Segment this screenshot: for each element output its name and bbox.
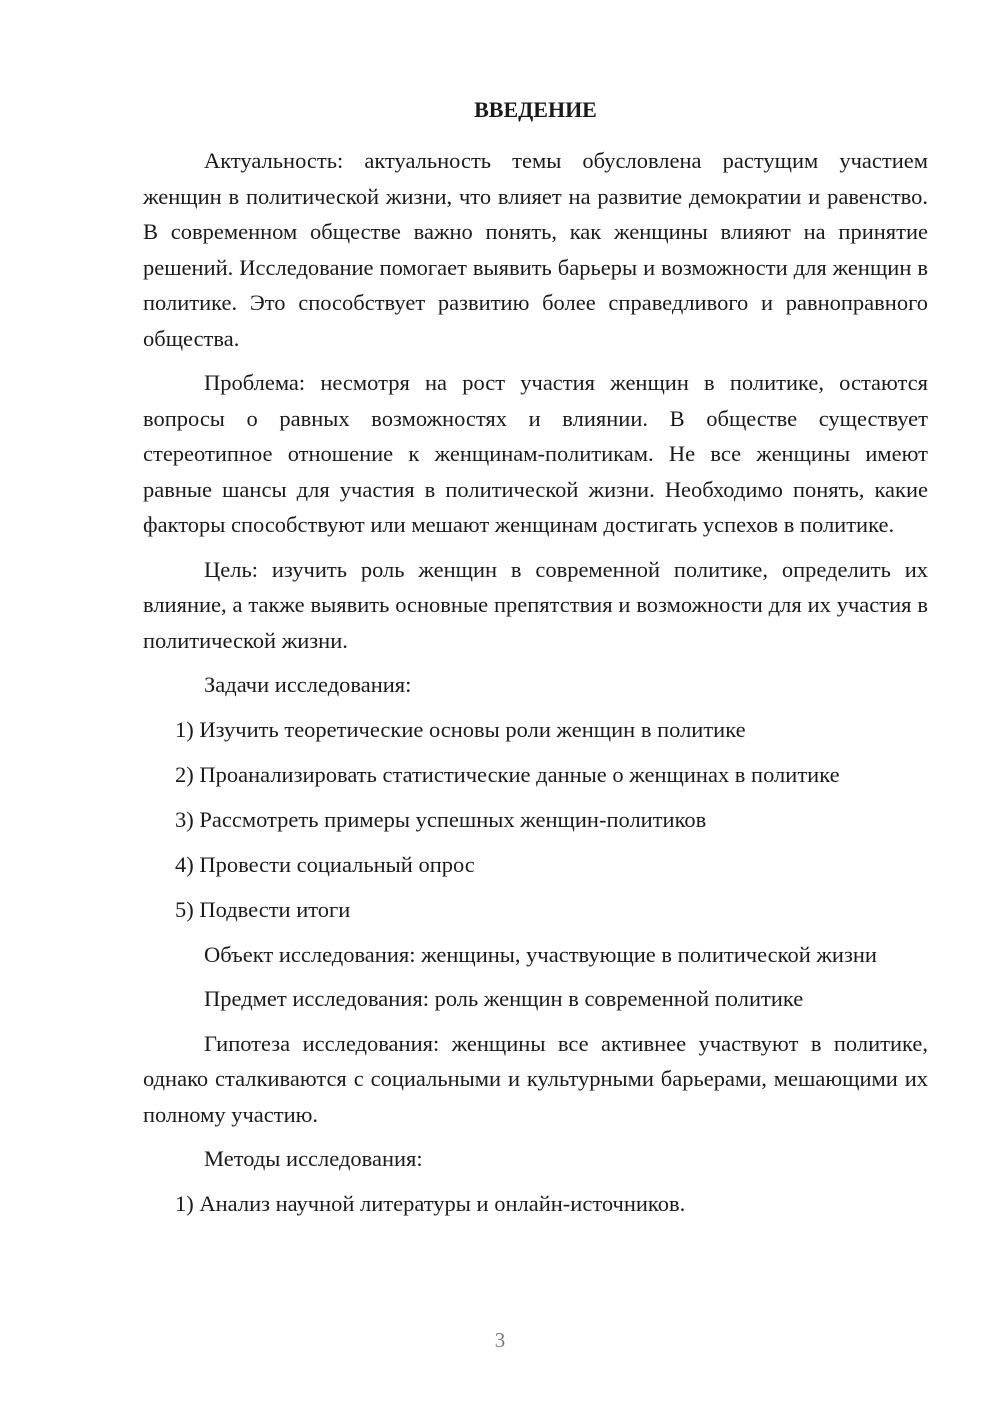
- list-item: 2) Проанализировать статистические данные о женщинах в политике: [175, 761, 840, 787]
- list-item: 4) Провести социальный опрос: [175, 851, 475, 877]
- list-item: 1) Анализ научной литературы и онлайн-источников.: [175, 1190, 686, 1216]
- list-item: 5) Подвести итоги: [175, 896, 351, 922]
- page-content: [143, 92, 928, 1231]
- methods-list: [143, 1186, 928, 1222]
- methods-heading: Методы исследования:: [204, 1146, 423, 1171]
- problem-paragraph: Проблема: несмотря на рост участия женщин в политике, остаются вопросы о равных возможностях и влиянии. В обществе существует стереотипное отношение к женщинам-политикам. Не все женщины имеют равные шансы для участия в политической жизни. Необходимо понять, какие факторы способствуют или мешают женщинам достигать успехов в политике.: [143, 370, 928, 537]
- goal-paragraph: Цель: изучить роль женщин в современной политике, определить их влияние, а также выявить основные препятствия и возможности для их участия в политической жизни.: [143, 556, 928, 653]
- page-number: 3: [494, 1328, 506, 1352]
- subject-paragraph: Предмет исследования: роль женщин в современной политике: [204, 986, 804, 1011]
- relevance-paragraph: Актуальность: актуальность темы обусловлена растущим участием женщин в политической жизни, что влияет на развитие демократии и равенство. В современном обществе важно понять, как женщины влияют на принятие решений. Исследование помогает выявить барьеры и возможности для женщин в политике. Это способствует развитию более справедливого и равноправного общества.: [143, 148, 928, 351]
- object-paragraph: Объект исследования: женщины, участвующие в политической жизни: [204, 941, 877, 967]
- list-item: 1) Изучить теоретические основы роли женщин в политике: [175, 716, 746, 742]
- hypothesis-paragraph: Гипотеза исследования: женщины все активнее участвуют в политике, однако сталкиваются с социальными и культурными барьерами, мешающими их полному участию.: [143, 1030, 928, 1127]
- tasks-list: [143, 712, 928, 928]
- tasks-heading: Задачи исследования:: [204, 672, 412, 697]
- page-title: ВВЕДЕНИЕ: [474, 97, 597, 122]
- list-item: 3) Рассмотреть примеры успешных женщин-политиков: [175, 806, 707, 832]
